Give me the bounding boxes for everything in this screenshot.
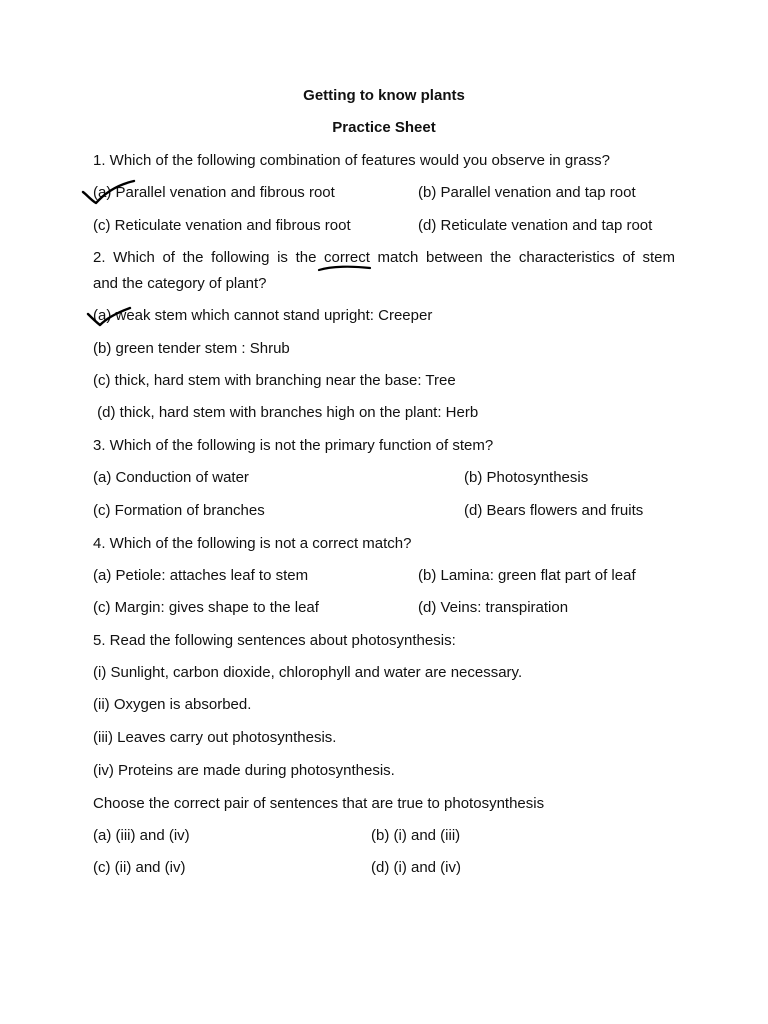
q1-option-d: (d) Reticulate venation and tap root <box>418 217 653 234</box>
q2-option-c: (c) thick, hard stem with branching near the base: Tree <box>93 372 456 389</box>
q5-statement-iv: (iv) Proteins are made during photosynthesis. <box>93 762 395 779</box>
underline-mark-icon <box>316 262 374 274</box>
question-2-line-2: and the category of plant? <box>93 275 267 292</box>
question-1-text: 1. Which of the following combination of features would you observe in grass? <box>93 152 610 169</box>
sheet-subtitle: Practice Sheet <box>332 119 436 136</box>
checkmark-icon <box>78 176 140 210</box>
q5-statement-ii: (ii) Oxygen is absorbed. <box>93 696 252 713</box>
q2-option-a: (a) weak stem which cannot stand upright: Creeper <box>93 307 433 324</box>
q3-option-b: (b) Photosynthesis <box>464 469 589 486</box>
q2-option-d: (d) thick, hard stem with branches high on the plant: Herb <box>93 404 479 421</box>
q5-option-c: (c) (ii) and (iv) <box>93 859 186 876</box>
q4-option-d: (d) Veins: transpiration <box>418 599 569 616</box>
q4-option-c: (c) Margin: gives shape to the leaf <box>93 599 319 616</box>
q4-option-b: (b) Lamina: green flat part of leaf <box>418 567 636 584</box>
sheet-title: Getting to know plants <box>303 87 465 104</box>
question-4-text: 4. Which of the following is not a correct match? <box>93 535 412 552</box>
question-3-text: 3. Which of the following is not the primary function of stem? <box>93 437 494 454</box>
q5-option-d: (d) (i) and (iv) <box>371 859 462 876</box>
q5-statement-iii: (iii) Leaves carry out photosynthesis. <box>93 729 337 746</box>
q3-option-d: (d) Bears flowers and fruits <box>464 502 644 519</box>
q1-option-c: (c) Reticulate venation and fibrous root <box>93 217 351 234</box>
q5-option-b: (b) (i) and (iii) <box>371 827 461 844</box>
q5-prompt: Choose the correct pair of sentences that are true to photosynthesis <box>93 795 545 812</box>
checkmark-icon <box>84 304 134 332</box>
q1-option-a: (a) Parallel venation and fibrous root <box>93 184 335 201</box>
q3-option-a: (a) Conduction of water <box>93 469 249 486</box>
question-2-line-1: 2. Which of the following is the correct match between the characteristics of stem <box>93 249 675 266</box>
q1-option-b: (b) Parallel venation and tap root <box>418 184 636 201</box>
q2-option-b: (b) green tender stem : Shrub <box>93 340 290 357</box>
q5-statement-i: (i) Sunlight, carbon dioxide, chlorophyll and water are necessary. <box>93 664 523 681</box>
question-5-text: 5. Read the following sentences about photosynthesis: <box>93 632 456 649</box>
q3-option-c: (c) Formation of branches <box>93 502 265 519</box>
q4-option-a: (a) Petiole: attaches leaf to stem <box>93 567 309 584</box>
q5-option-a: (a) (iii) and (iv) <box>93 827 190 844</box>
